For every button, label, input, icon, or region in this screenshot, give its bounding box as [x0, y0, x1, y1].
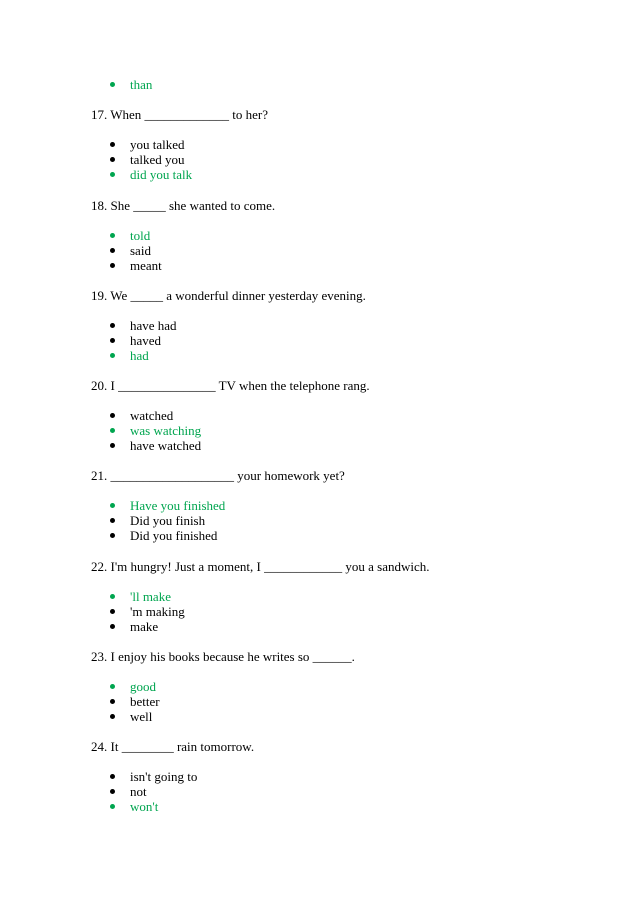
question-20-option-2: was watching	[130, 423, 202, 438]
bullet-icon	[110, 428, 115, 433]
bullet-icon	[110, 594, 115, 599]
question-24-option-1: isn't going to	[130, 769, 198, 784]
bullet-icon	[110, 684, 115, 689]
question-21: 21. ___________________ your homework yet?	[91, 468, 345, 483]
question-17-option-2: talked you	[130, 152, 185, 167]
bullet-icon	[110, 233, 115, 238]
bullet-icon	[110, 804, 115, 809]
question-24-option-2: not	[130, 784, 147, 799]
question-24-option-3: won't	[130, 799, 159, 814]
question-21-option-3: Did you finished	[130, 528, 218, 543]
question-19-option-2: haved	[130, 333, 162, 348]
bullet-icon	[110, 142, 115, 147]
question-23-option-3: well	[130, 709, 153, 724]
bullet-icon	[110, 323, 115, 328]
bullet-icon	[110, 789, 115, 794]
question-18-option-2: said	[130, 243, 151, 258]
question-23-option-2: better	[130, 694, 160, 709]
question-23: 23. I enjoy his books because he writes so ______.	[91, 649, 355, 664]
bullet-icon	[110, 443, 115, 448]
question-17-option-3: did you talk	[130, 167, 193, 182]
bullet-icon	[110, 263, 115, 268]
question-20: 20. I _______________ TV when the telephone rang.	[91, 378, 370, 393]
question-23-option-1: good	[130, 679, 156, 694]
question-21-option-2: Did you finish	[130, 513, 206, 528]
bullet-icon	[110, 172, 115, 177]
bullet-icon	[110, 413, 115, 418]
question-19-option-3: had	[130, 348, 149, 363]
bullet-icon	[110, 82, 115, 87]
question-17-option-1: you talked	[130, 137, 185, 152]
question-18-option-1: told	[130, 228, 151, 243]
question-17: 17. When _____________ to her?	[91, 107, 269, 122]
option-top: than	[130, 77, 153, 92]
bullet-icon	[110, 157, 115, 162]
bullet-icon	[110, 699, 115, 704]
bullet-icon	[110, 533, 115, 538]
question-24: 24. It ________ rain tomorrow.	[91, 739, 255, 754]
question-22-option-1: 'll make	[130, 589, 171, 604]
question-19-option-1: have had	[130, 318, 177, 333]
question-21-option-1: Have you finished	[130, 498, 226, 513]
bullet-icon	[110, 609, 115, 614]
question-22-option-2: 'm making	[130, 604, 185, 619]
bullet-icon	[110, 518, 115, 523]
question-20-option-3: have watched	[130, 438, 202, 453]
question-20-option-1: watched	[130, 408, 174, 423]
question-18-option-3: meant	[130, 258, 162, 273]
bullet-icon	[110, 248, 115, 253]
bullet-icon	[110, 338, 115, 343]
bullet-icon	[110, 353, 115, 358]
bullet-icon	[110, 503, 115, 508]
bullet-icon	[110, 774, 115, 779]
question-22-option-3: make	[130, 619, 159, 634]
question-19: 19. We _____ a wonderful dinner yesterday evening.	[91, 288, 366, 303]
bullet-icon	[110, 714, 115, 719]
question-18: 18. She _____ she wanted to come.	[91, 198, 276, 213]
bullet-icon	[110, 624, 115, 629]
question-22: 22. I'm hungry! Just a moment, I ____________ you a sandwich.	[91, 559, 430, 574]
